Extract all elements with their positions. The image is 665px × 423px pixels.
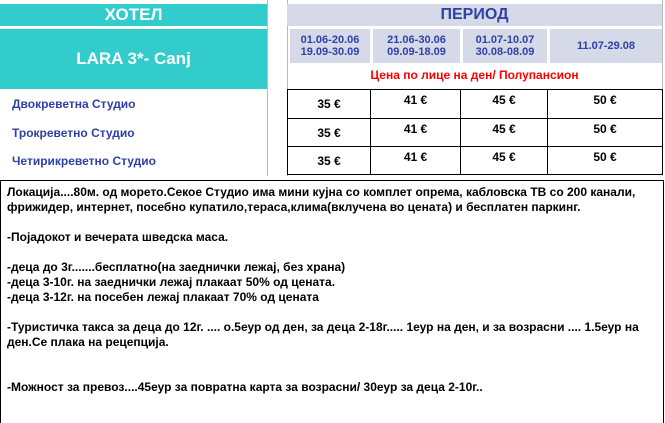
price-double-p4: 50 € <box>593 93 617 107</box>
period-header: ПЕРИОД <box>287 4 662 26</box>
note-tourist-tax: -Туристичка такса за деца до 12г. .... о.5еур од ден, за деца 2-18г..... 1еур на ден, и за возрасни .... 1.5еур на ден.Се плака на рецепција. <box>7 320 639 349</box>
hotel-header: ХОТЕЛ <box>0 4 267 26</box>
price-double-p3: 45 € <box>492 93 516 107</box>
price-triple-p1: 35 € <box>317 125 341 140</box>
period-2-line1: 21.06-30.06 <box>387 34 446 46</box>
period-3-line1: 01.07-10.07 <box>475 34 535 46</box>
period-4-line1: 11.07-29.08 <box>576 40 636 52</box>
price-triple-p2: 41 € <box>403 122 428 136</box>
period-3-line2: 30.08-08.09 <box>475 46 535 58</box>
period-4 <box>550 29 662 63</box>
price-quad-p3: 45 € <box>492 150 516 164</box>
period-1-line1: 01.06-20.06 <box>300 34 360 46</box>
period-2 <box>373 29 460 63</box>
price-note: Цена по лице на ден/ Полупансион <box>370 68 579 82</box>
price-double-p1: 35 € <box>317 97 341 111</box>
price-double-p2: 41 € <box>403 93 428 107</box>
note-kids-under3: -деца до 3г.......бесплатно(на заеднички лежај, без храна) <box>7 260 346 274</box>
period-3 <box>463 29 547 63</box>
notes-box <box>0 180 664 423</box>
note-kids-3-12: -деца 3-12г. на посебен лежај плакаат 70% од цената <box>7 290 319 304</box>
note-transport: -Можност за превоз....45еур за повратна карта за возрасни/ 30еур за деца 2-10г.. <box>7 380 483 394</box>
note-location: Локација....80м. од морето.Секое Студио има мини кујна со комплет опрема, кабловска ТВ со 200 канали, фрижидер, интернет, посебно купатило,тераса,клима(вклучена во цената) и бесплатен паркинг. <box>7 185 636 214</box>
room-name-triple: Трокреветно Студио <box>12 125 135 140</box>
room-name-double: Двокреветна Студио <box>12 97 136 111</box>
price-quad-p1: 35 € <box>317 153 341 168</box>
note-meals: -Појадокот и вечерата шведска маса. <box>7 230 229 244</box>
note-kids-3-10: -деца 3-10г. на заеднички лежај плакаат 50% од цената. <box>7 275 336 289</box>
period-1-line2: 19.09-30.09 <box>300 46 360 58</box>
price-quad-p2: 41 € <box>403 150 428 164</box>
hotel-name: LARA 3*- Canj <box>0 29 267 89</box>
period-1 <box>290 29 370 63</box>
room-name-quad: Четирикреветно Студио <box>12 153 156 168</box>
price-triple-p3: 45 € <box>492 122 516 136</box>
price-quad-p4: 50 € <box>593 150 617 164</box>
period-2-line2: 09.09-18.09 <box>387 46 446 58</box>
price-triple-p4: 50 € <box>593 122 617 136</box>
